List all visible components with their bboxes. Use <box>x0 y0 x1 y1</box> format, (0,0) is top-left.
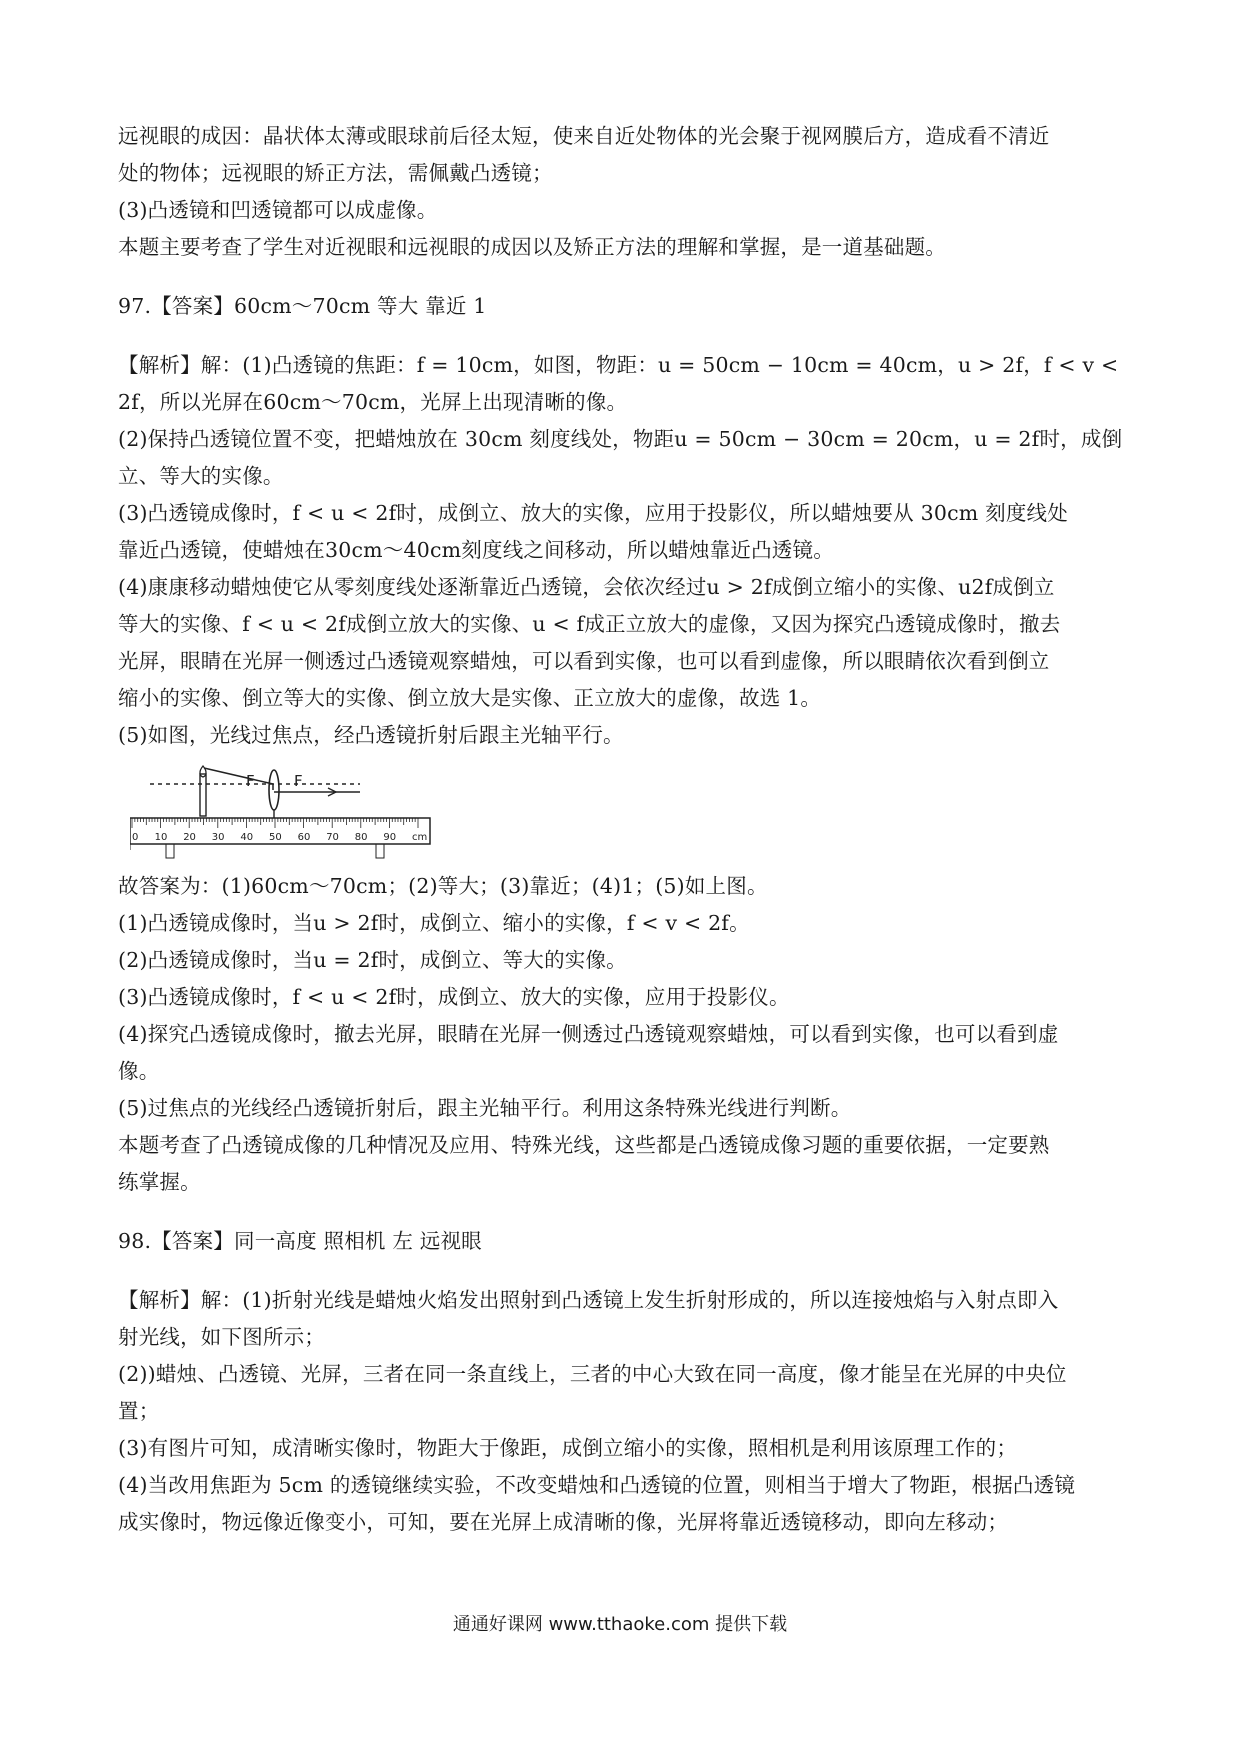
text-line: (4)探究凸透镜成像时，撤去光屏，眼睛在光屏一侧透过凸透镜观察蜡烛，可以看到实像，也可以看到虚 <box>118 1022 1059 1046</box>
text-line: 缩小的实像、倒立等大的实像、倒立放大是实像、正立放大的虚像，故选 1。 <box>118 686 822 710</box>
ruler-tick-label: 90 <box>383 832 397 843</box>
text-line: (3)凸透镜成像时，f < u < 2f时，成倒立、放大的实像，应用于投影仪。 <box>118 985 790 1009</box>
ruler-tick-label: cm <box>412 832 428 843</box>
optics-bench-figure <box>130 762 490 860</box>
lens-ray-diagram <box>130 762 490 860</box>
text-line: (1)凸透镜成像时，当u > 2f时，成倒立、缩小的实像，f < v < 2f。 <box>118 911 750 935</box>
document-body <box>118 118 1123 1541</box>
ruler-tick-label: 20 <box>183 832 196 843</box>
text-line: 立、等大的实像。 <box>118 464 284 488</box>
text-line: 像。 <box>118 1059 160 1083</box>
text-line: 光屏，眼睛在光屏一侧透过凸透镜观察蜡烛，可以看到实像，也可以看到虚像，所以眼睛依次看到倒立 <box>118 649 1050 673</box>
answer-97: 97.【答案】60cm～70cm 等大 靠近 1 <box>118 294 487 318</box>
page-footer: 通通好课网 www.tthaoke.com 提供下载 <box>452 1614 788 1635</box>
text-line: (2)凸透镜成像时，当u = 2f时，成倒立、等大的实像。 <box>118 948 627 972</box>
text-line: 【解析】解：(1)凸透镜的焦距：f = 10cm，如图，物距：u = 50cm − 10cm = 40cm，u > 2f，f < v < <box>118 353 1119 377</box>
text-line: (4)当改用焦距为 5cm 的透镜继续实验，不改变蜡烛和凸透镜的位置，则相当于增大了物距，根据凸透镜 <box>118 1473 1076 1497</box>
text-line: 靠近凸透镜，使蜡烛在30cm～40cm刻度线之间移动，所以蜡烛靠近凸透镜。 <box>118 538 834 562</box>
focus-label-left: F <box>246 772 255 790</box>
text-line: 等大的实像、f < u < 2f成倒立放大的实像、u < f成正立放大的虚像，又因为探究凸透镜成像时，撤去 <box>118 612 1061 636</box>
text-line: 本题主要考查了学生对近视眼和远视眼的成因以及矫正方法的理解和掌握，是一道基础题。 <box>118 235 946 259</box>
text-line: 远视眼的成因：晶状体太薄或眼球前后径太短，使来自近处物体的光会聚于视网膜后方，造成看不清近 <box>118 124 1050 148</box>
text-line: 射光线，如下图所示； <box>118 1325 325 1349</box>
ruler-tick-label: 70 <box>326 832 339 843</box>
text-line: 置； <box>118 1399 160 1423</box>
ruler-tick-label: 0 <box>132 832 139 843</box>
text-line: (3)凸透镜成像时，f < u < 2f时，成倒立、放大的实像，应用于投影仪，所以蜡烛要从 30cm 刻度线处 <box>118 501 1068 525</box>
answer-98: 98.【答案】同一高度 照相机 左 远视眼 <box>118 1229 482 1253</box>
text-line: 成实像时，物远像近像变小，可知，要在光屏上成清晰的像，光屏将靠近透镜移动，即向左移动； <box>118 1510 1009 1534</box>
ruler-tick-label: 10 <box>154 832 168 843</box>
text-line: 【解析】解：(1)折射光线是蜡烛火焰发出照射到凸透镜上发生折射形成的，所以连接烛焰与入射点即入 <box>118 1288 1059 1312</box>
ruler-ticks <box>132 818 427 843</box>
text-line: (4)康康移动蜡烛使它从零刻度线处逐渐靠近凸透镜，会依次经过u > 2f成倒立缩小的实像、u2f成倒立 <box>118 575 1055 599</box>
text-line: 练掌握。 <box>118 1170 201 1194</box>
ruler-tick-label: 50 <box>269 832 282 843</box>
ruler-tick-label: 30 <box>211 832 225 843</box>
text-line: 本题考查了凸透镜成像的几种情况及应用、特殊光线，这些都是凸透镜成像习题的重要依据，一定要熟 <box>118 1133 1050 1157</box>
text-line: (5)如图，光线过焦点，经凸透镜折射后跟主光轴平行。 <box>118 723 624 747</box>
text-line: 2f，所以光屏在60cm～70cm，光屏上出现清晰的像。 <box>118 390 628 414</box>
text-line: 处的物体；远视眼的矫正方法，需佩戴凸透镜； <box>118 161 553 185</box>
text-line: (3)有图片可知，成清晰实像时，物距大于像距，成倒立缩小的实像，照相机是利用该原理工作的； <box>118 1436 1018 1460</box>
focus-label-right: F <box>294 772 303 790</box>
text-line: (2))蜡烛、凸透镜、光屏，三者在同一条直线上，三者的中心大致在同一高度，像才能呈在光屏的中央位 <box>118 1362 1067 1386</box>
ruler-tick-label: 60 <box>297 832 311 843</box>
ruler-tick-label: 80 <box>354 832 368 843</box>
text-line: (5)过焦点的光线经凸透镜折射后，跟主光轴平行。利用这条特殊光线进行判断。 <box>118 1096 852 1120</box>
text-line: 故答案为：(1)60cm～70cm；(2)等大；(3)靠近；(4)1；(5)如上图。 <box>118 874 768 898</box>
ruler-tick-label: 40 <box>240 832 254 843</box>
text-line: (2)保持凸透镜位置不变，把蜡烛放在 30cm 刻度线处，物距u = 50cm − 30cm = 20cm，u = 2f时，成倒 <box>118 427 1123 451</box>
text-line: (3)凸透镜和凹透镜都可以成虚像。 <box>118 198 438 222</box>
